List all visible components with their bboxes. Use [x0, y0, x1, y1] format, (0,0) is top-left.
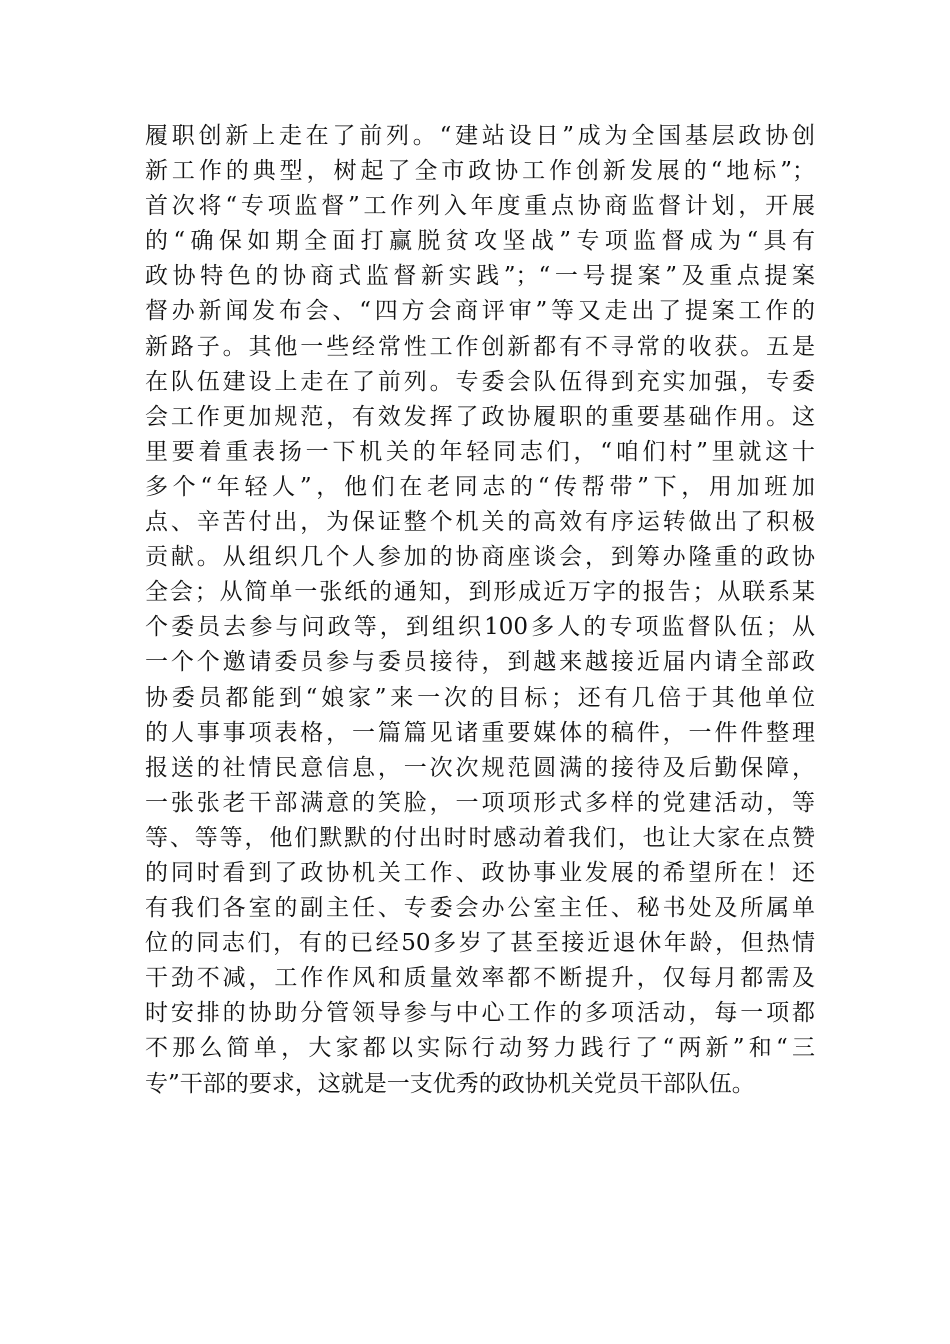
text-line: 专”干部的要求，这就是一支优秀的政协机关党员干部队伍。 — [145, 1070, 755, 1097]
text-line: 的“确保如期全面打赢脱贫攻坚战”专项监督成为“具有 — [145, 228, 815, 255]
text-line: 干劲不减，工作作风和质量效率都不断提升，仅每月都需及 — [145, 965, 815, 992]
text-line: 新工作的典型，树起了全市政协工作创新发展的“地标”； — [145, 158, 815, 185]
text-line: 政协特色的协商式监督新实践”；“一号提案”及重点提案 — [145, 263, 815, 290]
text-line: 一个个邀请委员参与委员接待，到越来越接近届内请全部政 — [145, 649, 815, 676]
text-line: 督办新闻发布会、“四方会商评审”等又走出了提案工作的 — [145, 298, 815, 325]
text-line: 时安排的协助分管领导参与中心工作的多项活动，每一项都 — [145, 1000, 815, 1027]
text-line: 新路子。其他一些经常性工作创新都有不寻常的收获。五是 — [145, 333, 815, 360]
text-line: 的人事事项表格，一篇篇见诸重要媒体的稿件，一件件整理 — [145, 719, 815, 746]
text-line: 在队伍建设上走在了前列。专委会队伍得到充实加强，专委 — [145, 368, 815, 395]
text-line: 不那么简单，大家都以实际行动努力践行了“两新”和“三 — [145, 1035, 815, 1062]
text-line: 全会；从简单一张纸的通知，到形成近万字的报告；从联系某 — [145, 579, 815, 606]
body-paragraph — [145, 119, 815, 1102]
text-line: 协委员都能到“娘家”来一次的目标；还有几倍于其他单位 — [145, 684, 815, 711]
text-line: 位的同志们，有的已经50多岁了甚至接近退休年龄，但热情 — [145, 930, 815, 957]
text-line: 贡献。从组织几个人参加的协商座谈会，到筹办隆重的政协 — [145, 544, 815, 571]
text-line: 个委员去参与问政等，到组织100多人的专项监督队伍；从 — [145, 614, 815, 641]
text-line: 有我们各室的副主任、专委会办公室主任、秘书处及所属单 — [145, 895, 815, 922]
text-line: 里要着重表扬一下机关的年轻同志们，“咱们村”里就这十 — [145, 438, 815, 465]
text-line: 履职创新上走在了前列。“建站设日”成为全国基层政协创 — [145, 123, 815, 149]
text-line: 的同时看到了政协机关工作、政协事业发展的希望所在！还 — [145, 859, 815, 886]
text-line: 报送的社情民意信息，一次次规范圆满的接待及后勤保障， — [145, 754, 815, 781]
text-line: 一张张老干部满意的笑脸，一项项形式多样的党建活动，等 — [145, 789, 815, 816]
text-line: 等、等等，他们默默的付出时时感动着我们，也让大家在点赞 — [145, 824, 815, 851]
text-line: 会工作更加规范，有效发挥了政协履职的重要基础作用。这 — [145, 403, 815, 430]
text-line: 多个“年轻人”，他们在老同志的“传帮带”下，用加班加 — [145, 473, 815, 500]
text-line: 点、辛苦付出，为保证整个机关的高效有序运转做出了积极 — [145, 509, 815, 536]
text-line: 首次将“专项监督”工作列入年度重点协商监督计划，开展 — [145, 193, 815, 220]
